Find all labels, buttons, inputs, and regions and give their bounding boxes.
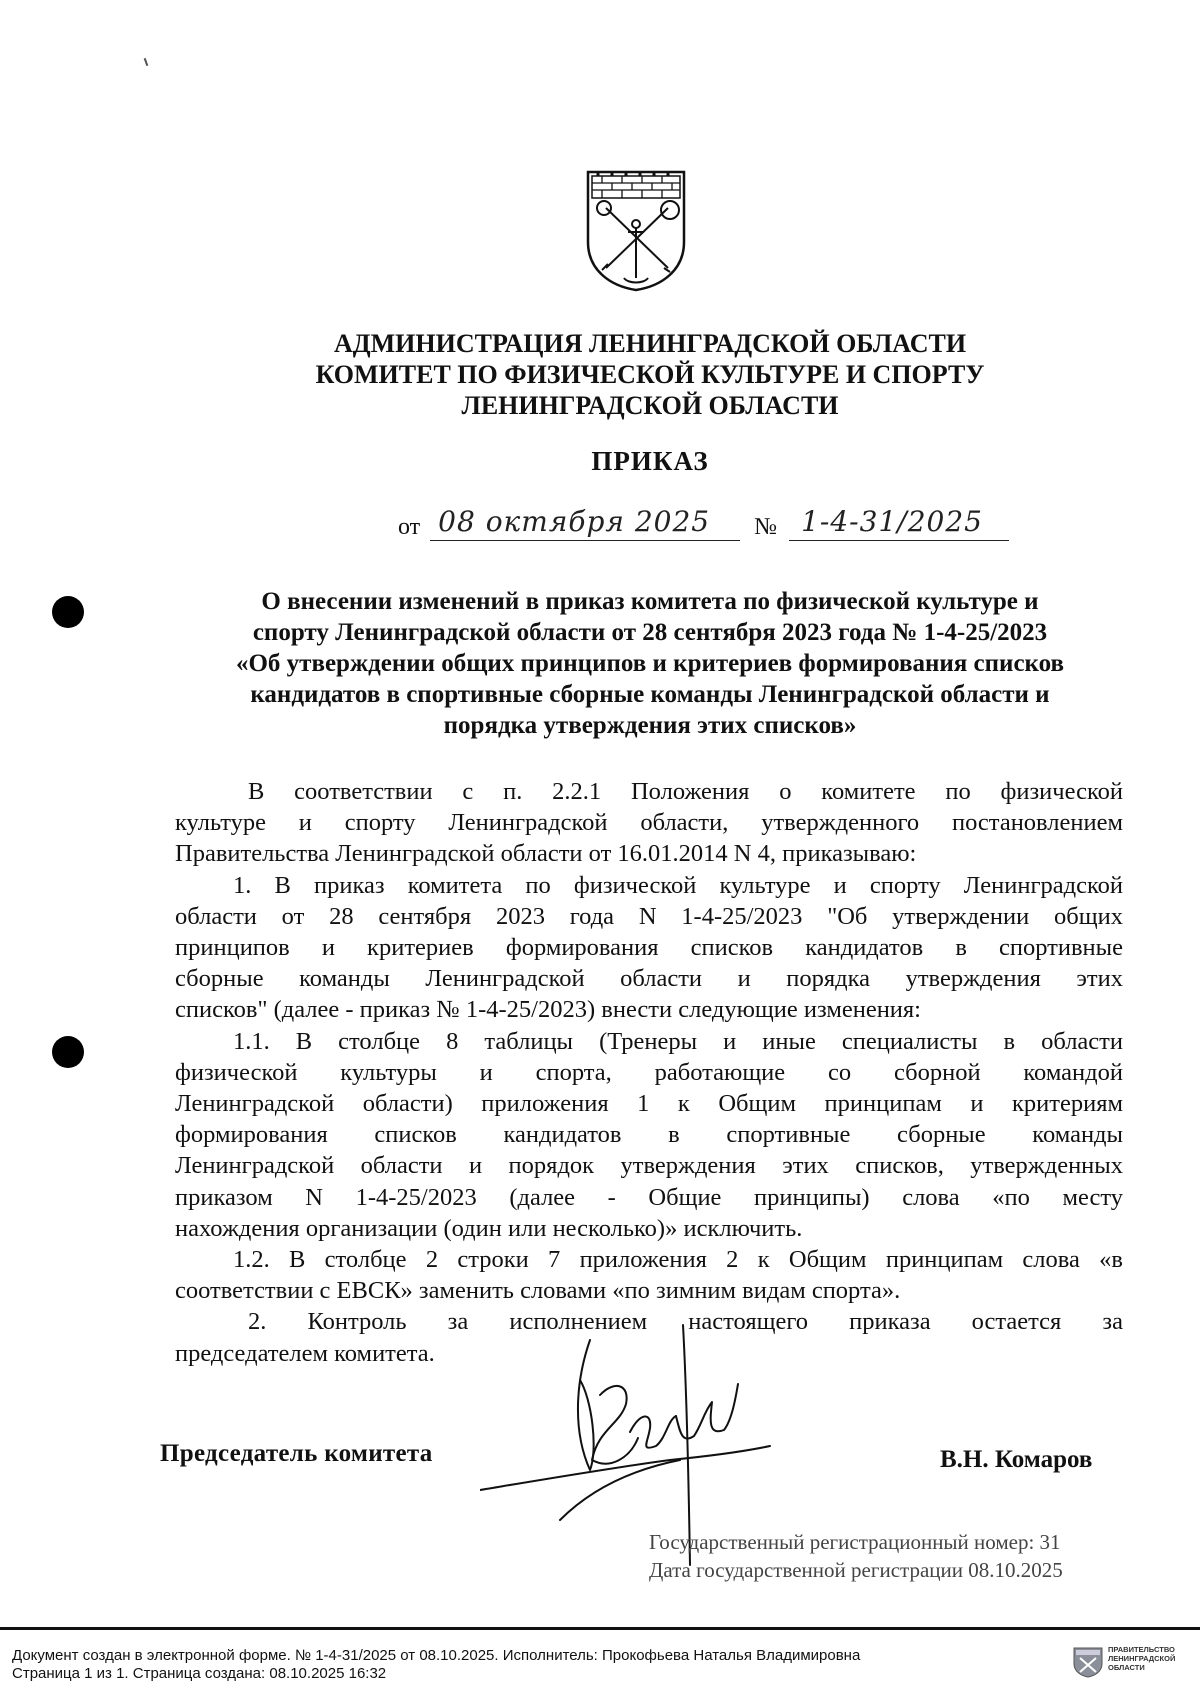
body-line: председателем комитета. [175, 1339, 435, 1367]
body-line: 1.1. В столбце 8 таблицы (Тренеры и иные специалисты в области [233, 1027, 1123, 1055]
date-number-line [398, 505, 1009, 541]
logo-text-line: ПРАВИТЕЛЬСТВО [1108, 1645, 1175, 1654]
body-line: В соответствии с п. 2.2.1 Положения о комитете по физической [248, 778, 1123, 805]
logo-text-line: ЛЕНИНГРАДСКОЙ [1108, 1654, 1176, 1663]
government-logo-text [1108, 1645, 1188, 1672]
intro-paragraph [175, 776, 1123, 870]
subject-line: кандидатов в спортивные сборные команды Ленинградской области и [250, 681, 1050, 708]
issuer-line-1: АДМИНИСТРАЦИЯ ЛЕНИНГРАДСКОЙ ОБЛАСТИ [333, 329, 967, 358]
logo-text-line: ОБЛАСТИ [1108, 1663, 1145, 1672]
subject-line: О внесении изменений в приказ комитета по физической культуре и [261, 588, 1039, 615]
scan-speck [144, 58, 149, 66]
body-line: списков" (далее - приказ № 1-4-25/2023) внести следующие изменения: [175, 996, 921, 1024]
signer-name: В.Н. Комаров [940, 1446, 1093, 1473]
body-line: соответствии с ЕВСК» заменить словами «по зимним видам спорта». [175, 1277, 901, 1305]
body-line: Правительства Ленинградской области от 16.01.2014 N 4, приказываю: [175, 840, 917, 868]
body-line: Ленинградской области) приложения 1 к Общим принципам и критериям [175, 1090, 1123, 1118]
order-body [175, 776, 1123, 1369]
footer-line-1: Документ создан в электронной форме. № 1-4-31/2025 от 08.10.2025. Исполнитель: Прокофьева Наталья Владимировна [12, 1647, 861, 1664]
signer-position: Председатель комитета [160, 1440, 433, 1467]
issuer-line-3: ЛЕНИНГРАДСКОЙ ОБЛАСТИ [461, 391, 839, 420]
number-field [789, 505, 1009, 541]
body-line: формирования списков кандидатов в спортивные сборные команды [175, 1121, 1123, 1149]
body-line: культуре и спорту Ленинградской области, утвержденного постановлением [175, 809, 1123, 837]
registration-date: Дата государственной регистрации 08.10.2025 [649, 1558, 1063, 1582]
footer-metadata [12, 1647, 860, 1683]
date-label: от [398, 514, 421, 540]
subject-line: спорту Ленинградской области от 28 сентября 2023 года № 1-4-25/2023 [252, 619, 1048, 646]
item-1-2-paragraph [175, 1244, 1123, 1306]
registration-number: Государственный регистрационный номер: 31 [649, 1530, 1061, 1554]
body-line: нахождения организации (один или несколько)» исключить. [175, 1214, 803, 1242]
order-subject [175, 586, 1125, 741]
body-line: 1. В приказ комитета по физической культуре и спорту Ленинградской [233, 871, 1123, 899]
subject-line: порядка утверждения этих списков» [443, 712, 857, 739]
body-line: физической культуры и спорта, работающие со сборной командой [175, 1058, 1123, 1086]
issuer-line-2: КОМИТЕТ ПО ФИЗИЧЕСКОЙ КУЛЬТУРЕ И СПОРТУ [315, 360, 985, 389]
footer-divider [0, 1627, 1200, 1630]
handwritten-number: 1-4-31/2025 [801, 505, 983, 538]
body-line: Ленинградской области и порядок утверждения этих списков, утвержденных [175, 1152, 1123, 1180]
body-line: 1.2. В столбце 2 строки 7 приложения 2 к Общим принципам слова «в [233, 1246, 1123, 1274]
issuer-header [200, 328, 1100, 421]
punch-hole-bottom [52, 1036, 84, 1068]
government-logo-icon [1072, 1646, 1104, 1678]
coat-of-arms-icon [584, 168, 688, 292]
item-1-1-paragraph [175, 1026, 1123, 1244]
body-line: сборные команды Ленинградской области и порядка утверждения этих [175, 965, 1123, 993]
body-line: области от 28 сентября 2023 года N 1-4-25/2023 "Об утверждении общих [175, 902, 1123, 930]
item-1-paragraph [175, 870, 1123, 1026]
number-label: № [754, 514, 778, 540]
body-line: приказом N 1-4-25/2023 (далее - Общие принципы) слова «по месту [175, 1183, 1123, 1211]
handwritten-date: 08 октября 2025 [438, 505, 711, 538]
subject-line: «Об утверждении общих принципов и критериев формирования списков [235, 650, 1064, 677]
body-line: принципов и критериев формирования списков кандидатов в спортивные [175, 934, 1123, 962]
date-field [430, 505, 740, 541]
body-line: 2. Контроль за исполнением настоящего приказа остается за [248, 1308, 1123, 1336]
footer-line-2: Страница 1 из 1. Страница создана: 08.10.2025 16:32 [12, 1665, 387, 1682]
document-type-title: ПРИКАЗ [591, 446, 709, 476]
punch-hole-top [52, 596, 84, 628]
